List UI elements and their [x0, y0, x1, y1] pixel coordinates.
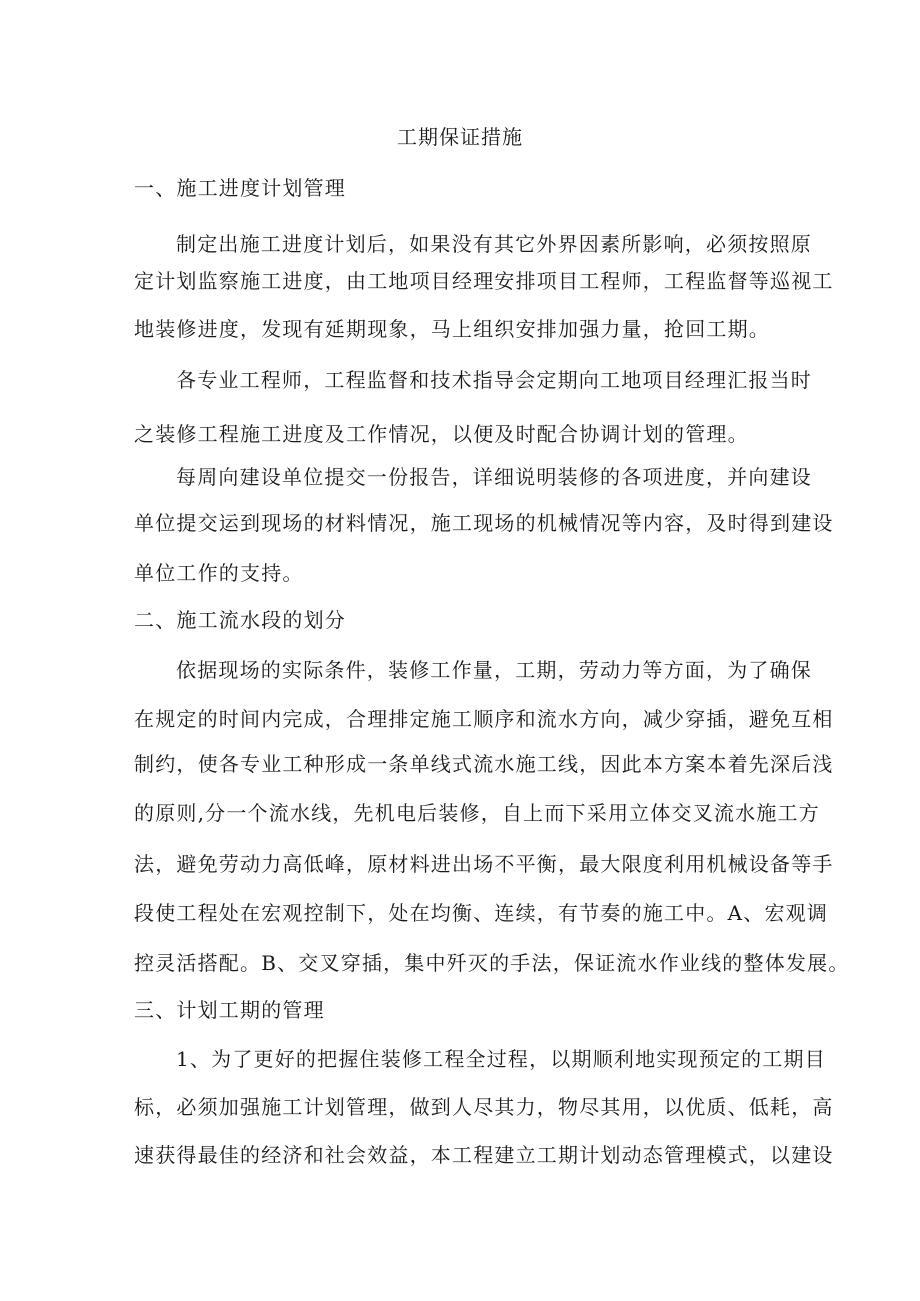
paragraph-line: 制约，使各专业工种形成一条单线式流水施工线，因此本方案本着先深后浅	[134, 752, 834, 776]
paragraph-line: 每周向建设单位提交一份报告，详细说明装修的各项进度，并向建设	[176, 465, 812, 489]
paragraph-line: 1、为了更好的把握住装修工程全过程，以期顺利地实现预定的工期目	[176, 1047, 826, 1071]
paragraph-line: 的原则,分一个流水线，先机电后装修，自上而下采用立体交叉流水施工方	[134, 801, 820, 825]
paragraph-line: 标，必须加强施工计划管理，做到人尽其力，物尽其用，以优质、低耗，高	[134, 1095, 834, 1119]
paragraph-line: 法，避免劳动力高低峰，原材料进出场不平衡，最大限度利用机械设备等手	[134, 852, 834, 876]
section-heading: 二、施工流水段的划分	[134, 608, 346, 632]
paragraph-line: 制定出施工进度计划后，如果没有其它外界因素所影响，必须按照原	[176, 232, 812, 256]
document-title: 工期保证措施	[397, 125, 523, 149]
paragraph-line: 地装修进度，发现有延期现象，马上组织安排加强力量，抢回工期。	[134, 317, 770, 341]
section-heading: 一、施工进度计划管理	[134, 176, 346, 200]
paragraph-line: 各专业工程师，工程监督和技术指导会定期向工地项目经理汇报当时	[176, 368, 812, 392]
paragraph-line: 控灵活搭配。B、交叉穿插，集中歼灭的手法，保证流水作业线的整体发展。	[134, 951, 850, 975]
paragraph-line: 在规定的时间内完成，合理排定施工顺序和流水方向，减少穿插，避免互相	[134, 707, 834, 731]
paragraph-line: 依据现场的实际条件，装修工作量，工期，劳动力等方面，为了确保	[176, 658, 812, 682]
paragraph-line: 段使工程处在宏观控制下，处在均衡、连续，有节奏的施工中。A、宏观调	[134, 901, 829, 925]
paragraph-line: 速获得最佳的经济和社会效益，本工程建立工期计划动态管理模式，以建设	[134, 1143, 834, 1167]
paragraph-line: 定计划监察施工进度，由工地项目经理安排项目工程师，工程监督等巡视工	[134, 269, 834, 293]
section-heading: 三、计划工期的管理	[134, 998, 325, 1022]
paragraph-line: 之装修工程施工进度及工作情况，以便及时配合协调计划的管理。	[134, 422, 749, 446]
paragraph-line: 单位提交运到现场的材料情况，施工现场的机械情况等内容，及时得到建设	[134, 511, 834, 535]
paragraph-line: 单位工作的支持。	[134, 561, 304, 585]
